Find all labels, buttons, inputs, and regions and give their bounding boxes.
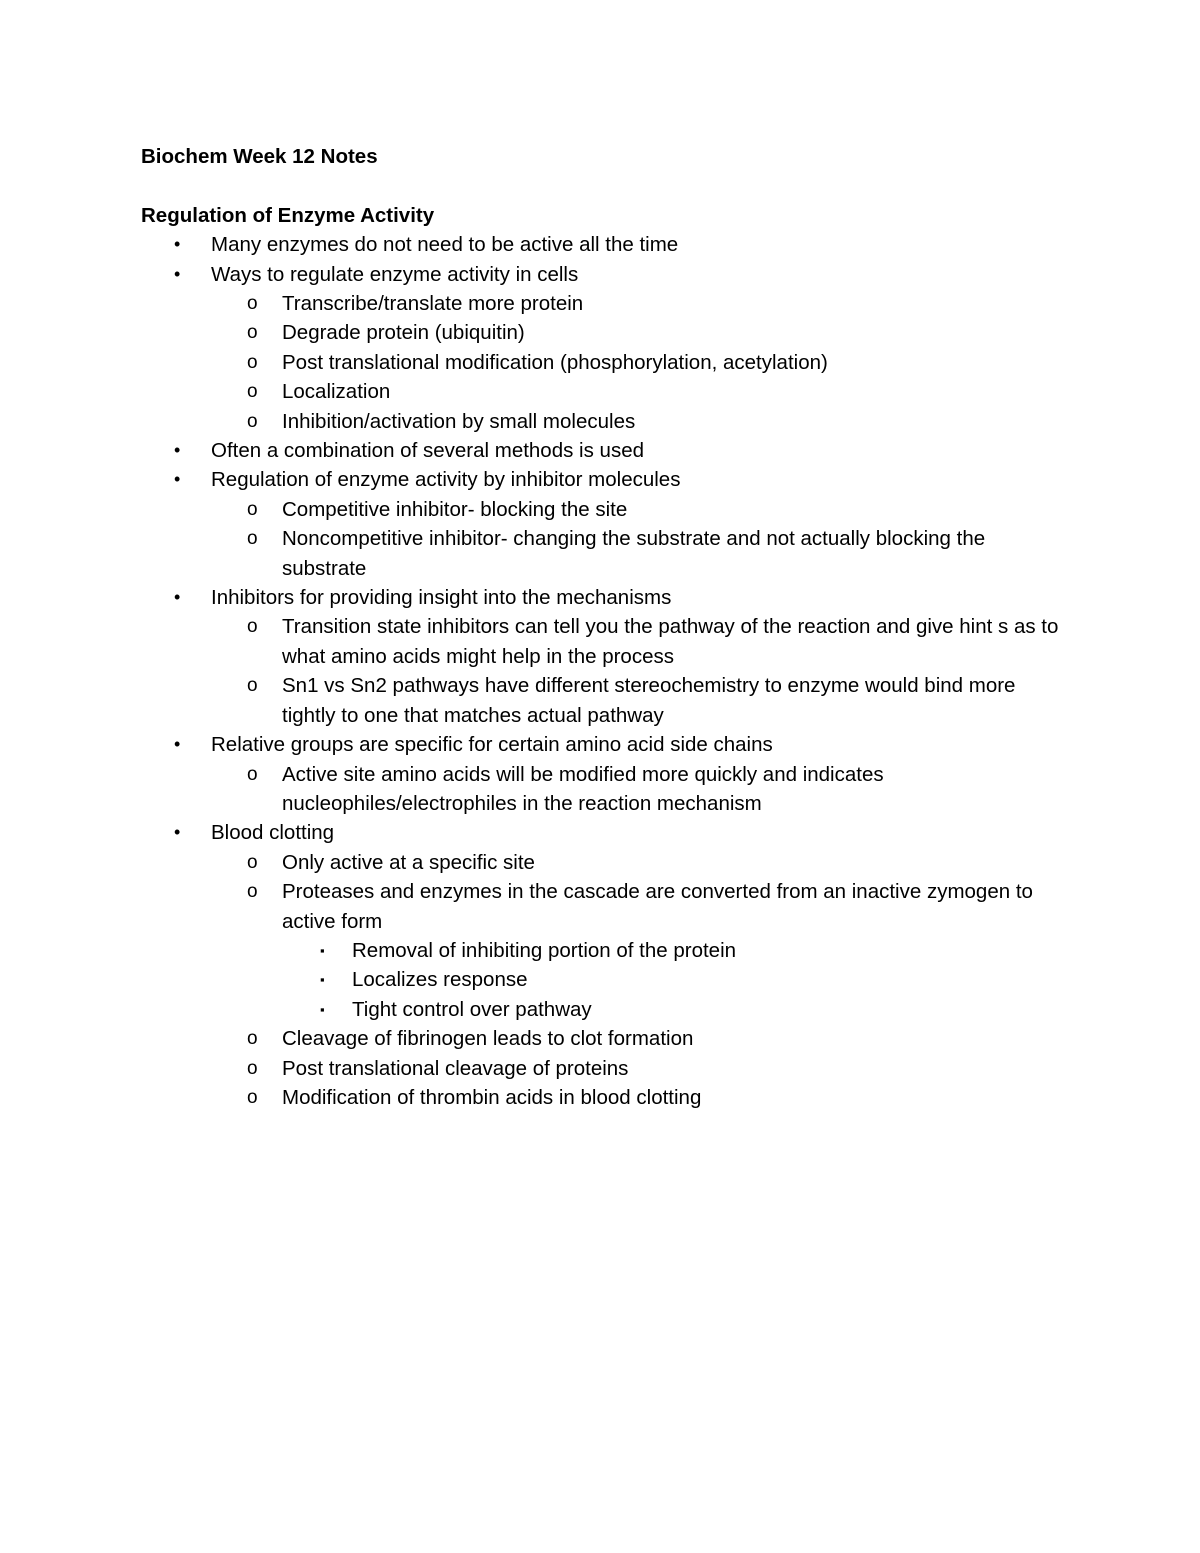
sub-list [211, 848, 1071, 1113]
list-item-text: Modification of thrombin acids in blood clotting [282, 1085, 702, 1109]
list-item [141, 465, 1071, 583]
list-item-text: Post translational modification (phosphorylation, acetylation) [282, 350, 828, 374]
list-item [211, 760, 1071, 819]
bullet-marker: ▪ [320, 1001, 325, 1017]
list-item-text: Competitive inhibitor- blocking the site [282, 497, 628, 521]
bullet-marker: ▪ [320, 942, 325, 958]
list-item [141, 818, 1071, 1112]
bullet-marker: o [247, 763, 258, 785]
list-item-text: Active site amino acids will be modified more quickly and indicates nucleophiles/electrophiles in the reaction mechanism [282, 762, 884, 815]
list-item-text: Inhibitors for providing insight into the mechanisms [211, 586, 672, 610]
list-item-text: Transition state inhibitors can tell you the pathway of the reaction and give hint s as to what amino acids might help in the process [282, 615, 1059, 668]
list-item [141, 260, 1071, 436]
list-item-text: Degrade protein (ubiquitin) [282, 321, 525, 345]
list-item-text: Inhibition/activation by small molecules [282, 409, 636, 433]
document-title: Biochem Week 12 Notes [141, 145, 378, 168]
list-item-text: Often a combination of several methods is used [211, 439, 645, 463]
list-item [211, 495, 1071, 524]
list-item-text: Tight control over pathway [352, 997, 592, 1021]
bullet-marker: o [247, 1057, 258, 1079]
bullet-marker: o [247, 675, 258, 697]
list-item-text: Blood clotting [211, 821, 335, 845]
bullet-marker: o [247, 410, 258, 432]
list-item [141, 436, 1071, 465]
list-item [141, 230, 1071, 259]
sub-list [211, 495, 1071, 583]
bullet-marker: • [174, 587, 181, 608]
list-item [211, 1054, 1071, 1083]
list-item [211, 348, 1071, 377]
bullet-marker: o [247, 528, 258, 550]
list-item-text: Many enzymes do not need to be active all the time [211, 233, 679, 257]
bullet-marker: • [174, 263, 181, 284]
list-item-text: Sn1 vs Sn2 pathways have different stereochemistry to enzyme would bind more tightly to one that matches actual pathway [282, 674, 1016, 727]
sub-list [282, 936, 1071, 1024]
list-item-text: Regulation of enzyme activity by inhibitor molecules [211, 468, 681, 492]
bullet-marker: o [247, 881, 258, 903]
bullet-marker: ▪ [320, 972, 325, 988]
list-item [211, 671, 1071, 730]
sub-list [211, 612, 1071, 730]
list-item [211, 848, 1071, 877]
bullet-marker: o [247, 293, 258, 314]
bullet-marker: o [247, 851, 258, 873]
bullet-marker: o [247, 322, 258, 344]
list-item [211, 377, 1071, 406]
list-item [141, 583, 1071, 730]
bullet-marker: o [247, 381, 258, 403]
bullet-list [141, 230, 1071, 1112]
list-item [211, 318, 1071, 347]
bullet-marker: • [174, 822, 181, 843]
list-item-text: Localizes response [352, 968, 528, 992]
list-item [211, 1083, 1071, 1112]
bullet-marker: o [247, 616, 258, 638]
section-heading: Regulation of Enzyme Activity [141, 203, 435, 227]
bullet-marker: o [247, 498, 258, 520]
list-item [282, 965, 1071, 994]
bullet-marker: o [247, 1086, 258, 1108]
bullet-marker: o [247, 1028, 258, 1050]
bullet-marker: o [247, 351, 258, 373]
sub-list [211, 289, 1071, 436]
sub-list [211, 760, 1071, 819]
list-item [141, 730, 1071, 818]
list-item [211, 612, 1071, 671]
list-item [211, 877, 1071, 1024]
list-item [211, 407, 1071, 436]
list-item-text: Localization [282, 380, 391, 404]
list-item [282, 995, 1071, 1024]
list-item-text: Noncompetitive inhibitor- changing the substrate and not actually blocking the substrate [282, 527, 986, 580]
list-item-text: Removal of inhibiting portion of the protein [352, 938, 737, 962]
list-item-text: Cleavage of fibrinogen leads to clot formation [282, 1027, 694, 1051]
list-item-text: Proteases and enzymes in the cascade are converted from an inactive zymogen to active form [282, 880, 1033, 933]
list-item [211, 524, 1071, 583]
document-body [141, 142, 1071, 1112]
list-item-text: Transcribe/translate more protein [282, 292, 584, 315]
bullet-marker: • [174, 234, 181, 255]
list-item-text: Relative groups are specific for certain amino acid side chains [211, 733, 773, 757]
list-item [211, 289, 1071, 318]
list-item-text: Ways to regulate enzyme activity in cells [211, 262, 579, 286]
bullet-marker: • [174, 440, 181, 461]
bullet-marker: • [174, 469, 181, 490]
list-item [211, 1024, 1071, 1053]
list-item-text: Post translational cleavage of proteins [282, 1056, 629, 1080]
list-item [282, 936, 1071, 965]
bullet-marker: • [174, 734, 181, 755]
blank-line [141, 171, 1071, 200]
list-item-text: Only active at a specific site [282, 850, 535, 874]
